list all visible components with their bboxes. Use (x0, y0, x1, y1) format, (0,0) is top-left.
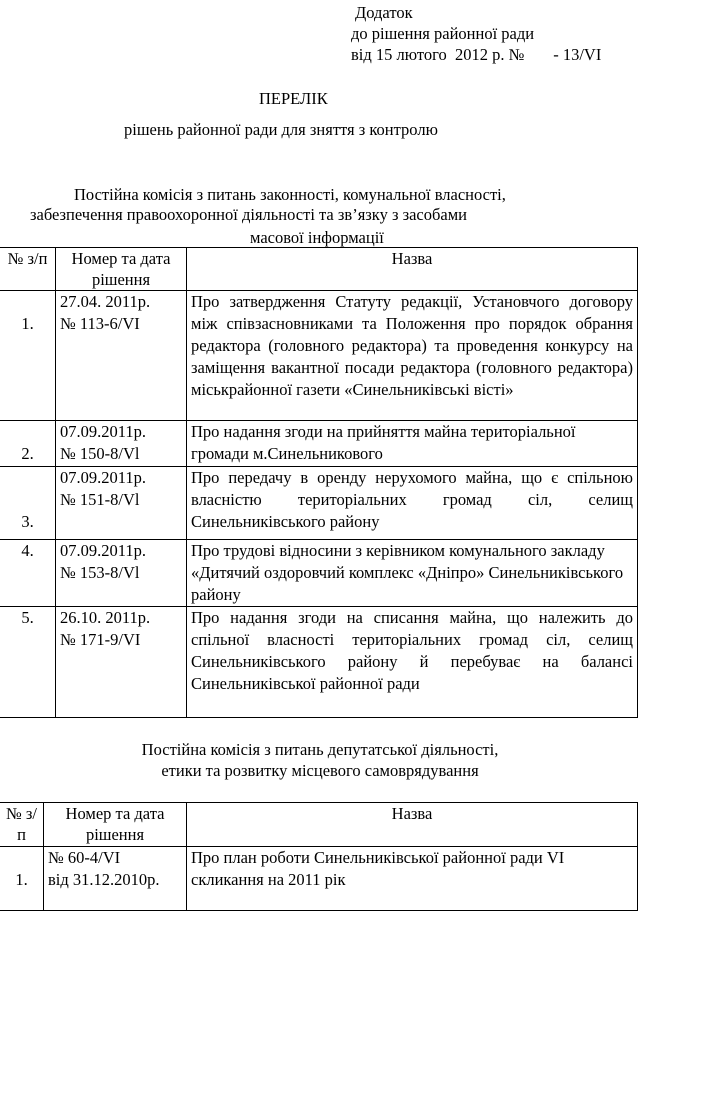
table-header-row (0, 803, 638, 847)
header-no: № з/п (0, 248, 56, 291)
document-header (351, 2, 601, 65)
decisions-table-2 (0, 802, 638, 911)
row-no: 2. (0, 421, 56, 467)
row-no: 5. (0, 607, 56, 718)
decisions-table-1 (0, 247, 638, 718)
table-row (0, 540, 638, 607)
header-date-number: від 15 лютого 2012 р. № - 13/VI (351, 45, 602, 64)
commission1-line1: Постійна комісія з питань законності, комунальної власності, (74, 185, 506, 204)
document-title: ПЕРЕЛІК (259, 89, 328, 108)
table-row (0, 847, 638, 911)
row-date: 27.04. 2011р. (60, 292, 151, 311)
header-number-date: Номер та дата рішення (56, 248, 187, 291)
row-name: Про надання згоди на списання майна, що належить до спільної власності територіальних громад сіл, селищ Синельниківського району й перебуває на балансі Синельниківської районної ради (187, 607, 638, 718)
row-number-date (56, 467, 187, 540)
table-row (0, 467, 638, 540)
row-no: 1. (0, 291, 56, 421)
commission1-line3: масової інформації (250, 228, 384, 247)
commission1-line2: забезпечення правоохоронної діяльності та зв’язку з засобами (30, 205, 468, 224)
header-name: Назва (187, 248, 638, 291)
header-decision: до рішення районної ради (351, 24, 535, 43)
commission2-line2: етики та розвитку місцевого самоврядування (161, 761, 479, 780)
row-number: № 60-4/VІ (48, 848, 121, 867)
row-number-date (56, 291, 187, 421)
header-no: № з/п (0, 803, 44, 847)
row-number: № 151-8/Vl (60, 490, 140, 509)
row-number: № 171-9/VІ (60, 630, 141, 649)
row-number-date (44, 847, 187, 911)
row-no: 3. (0, 467, 56, 540)
table-row (0, 291, 638, 421)
row-no: 4. (0, 540, 56, 607)
row-date: від 31.12.2010р. (48, 870, 160, 889)
header-number-date: Номер та дата рішення (44, 803, 187, 847)
row-name: Про план роботи Синельниківської районної ради VІ скликання на 2011 рік (187, 847, 638, 911)
table-row (0, 421, 638, 467)
row-name: Про надання згоди на прийняття майна територіальної громади м.Синельникового (187, 421, 638, 467)
document-subtitle: рішень районної ради для зняття з контролю (124, 120, 438, 139)
header-name: Назва (187, 803, 638, 847)
row-number: № 153-8/Vl (60, 563, 140, 582)
commission2-heading (0, 739, 640, 781)
row-date: 07.09.2011р. (60, 468, 147, 487)
row-number-date (56, 540, 187, 607)
row-number-date (56, 421, 187, 467)
table-header-row (0, 248, 638, 291)
row-date: 26.10. 2011р. (60, 608, 151, 627)
row-number: № 113-6/VІ (60, 314, 140, 333)
row-name: Про трудові відносини з керівником комунального закладу «Дитячий оздоровчий комплекс «Дніпро» Синельниківського району (187, 540, 638, 607)
row-name: Про затвердження Статуту редакції, Установчого договору між співзасновниками та Положення про порядок обрання редактора (головного редактора) та проведення конкурсу на заміщення вакантної посади редактора (головного редактора) міськрайонної газети «Синельниківські вісті» (187, 291, 638, 421)
row-date: 07.09.2011р. (60, 541, 147, 560)
row-name: Про передачу в оренду нерухомого майна, що є спільною власністю територіальних громад сіл, селищ Синельниківського району (187, 467, 638, 540)
header-appendix: Додаток (355, 3, 413, 22)
commission1-heading (74, 184, 506, 205)
row-number-date (56, 607, 187, 718)
row-number: № 150-8/Vl (60, 444, 140, 463)
row-date: 07.09.2011р. (60, 422, 147, 441)
table-row (0, 607, 638, 718)
row-no: 1. (0, 847, 44, 911)
commission2-line1: Постійна комісія з питань депутатської діяльності, (141, 740, 499, 759)
